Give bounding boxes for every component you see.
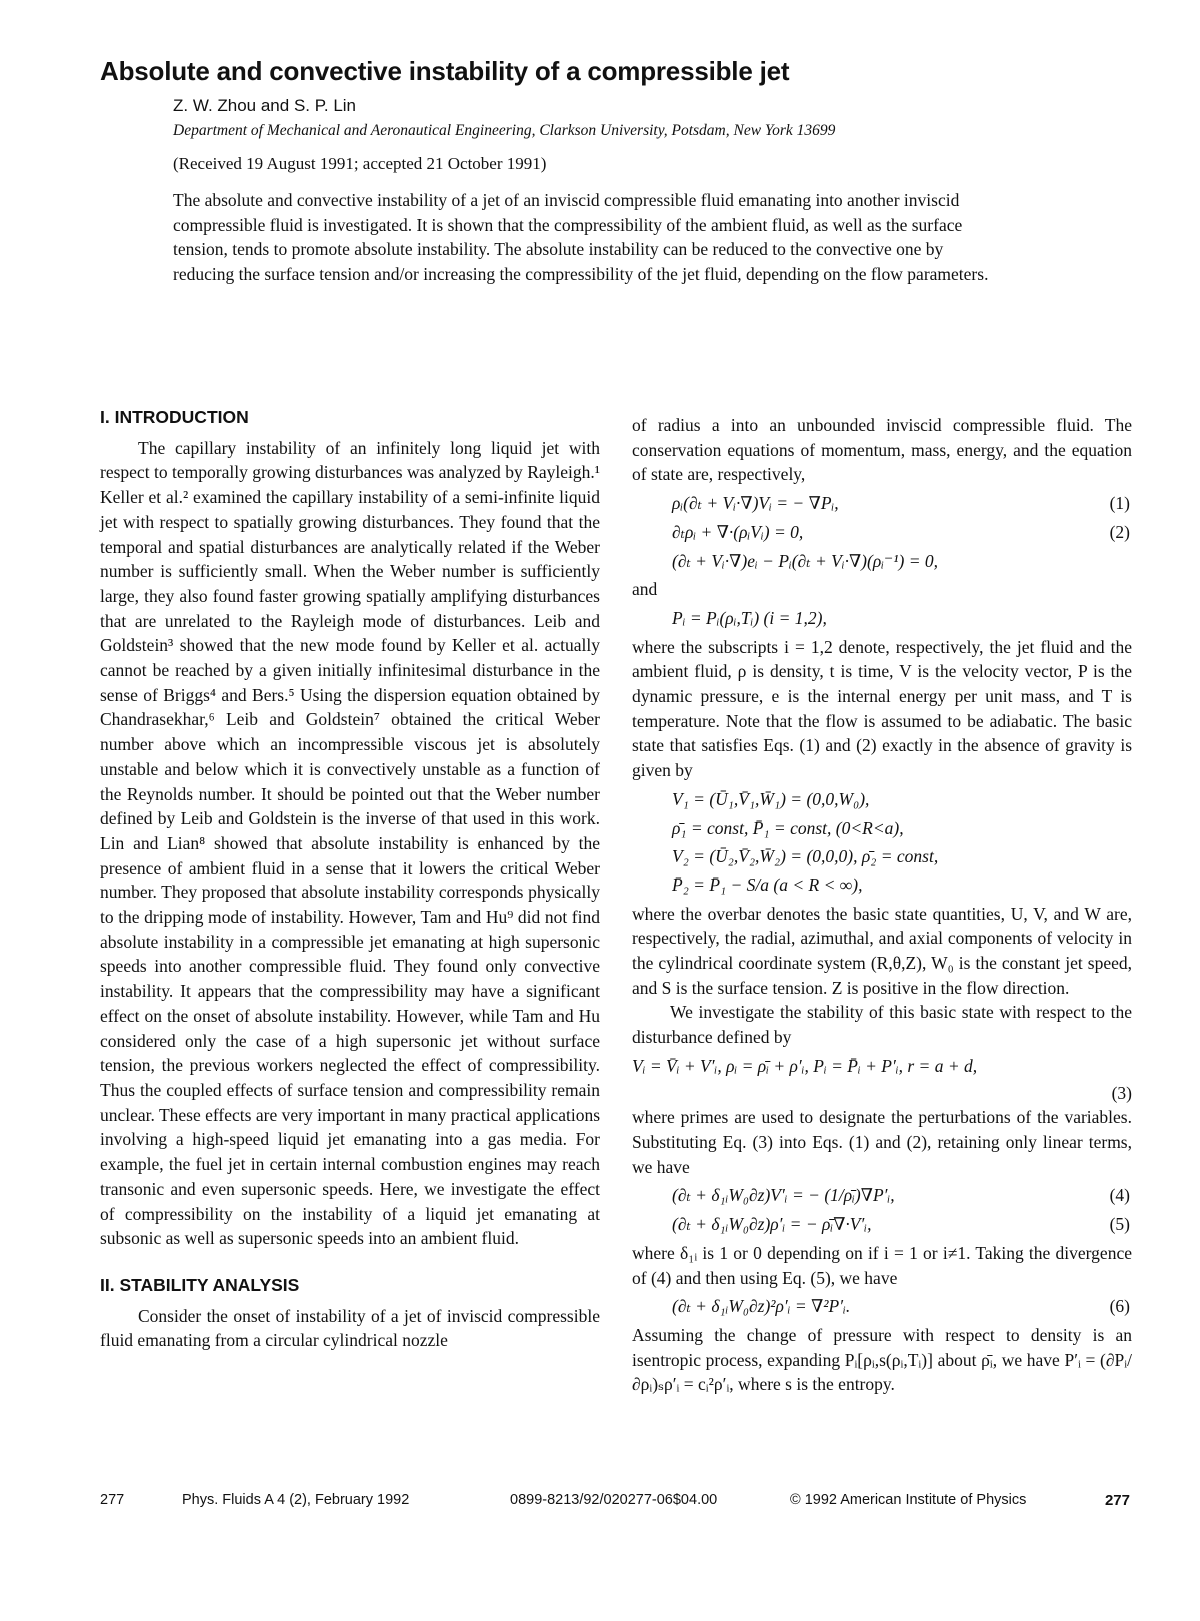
- basic-state-line: [632, 816, 1132, 841]
- equation-4: [632, 1183, 1132, 1208]
- equation-expression: (∂ₜ + Vᵢ·∇)eᵢ − Pᵢ(∂ₜ + Vᵢ·∇)(ρᵢ⁻¹) = 0,: [672, 550, 939, 571]
- equation-number: (3): [1111, 1082, 1132, 1103]
- equation-expression: Vᵢ = V̄ᵢ + V′ᵢ, ρᵢ = ρ̄ᵢ + ρ′ᵢ, Pᵢ = P̄ᵢ + P′ᵢ, r = a + d,: [632, 1055, 978, 1076]
- paper-title: Absolute and convective instability of a compressible jet: [100, 56, 790, 86]
- stability-analysis-paragraph: Consider the onset of instability of a jet of inviscid compressible fluid emanating from a circular cylindrical nozzle: [100, 1305, 600, 1351]
- equation-number: (5): [1109, 1214, 1130, 1235]
- equation-expression: V₂ = (Ū₂,V̄₂,W̄₂) = (0,0,0), ρ̄₂ = const,: [672, 846, 939, 867]
- equation-state: [632, 606, 1132, 631]
- paragraph: where δ₁ᵢ is 1 or 0 depending on if i = 1 or i≠1. Taking the divergence of (4) and then using Eq. (5), we have: [632, 1242, 1132, 1288]
- equation-energy: [632, 549, 1132, 574]
- equation-expression: ∂ₜρᵢ + ∇·(ρᵢVᵢ) = 0,: [672, 521, 804, 542]
- received-dates: (Received 19 August 1991; accepted 21 October 1991): [173, 154, 547, 173]
- introduction-paragraph: The capillary instability of an infinitely long liquid jet with respect to temporally growing disturbances was analyzed by Rayleigh.¹ Keller et al.² examined the capillary instability of a semi-infinite liquid jet with respect to spatially growing disturbances. They found that the temporal and spatial disturbances are analytically related if the Weber number is sufficiently small. When the Weber number is sufficiently large, they also found faster growing spatially amplifying disturbances that are unrelated to the Rayleigh mode of disturbances. Leib and Goldstein³ showed that the new mode found by Keller et al. actually cannot be reached by a given initially infinitesimal disturbance in the sense of Briggs⁴ and Bers.⁵ Using the dispersion equation obtained by Chandrasekhar,⁶ Leib and Goldstein⁷ obtained the critical Weber number above which an incompressible viscous jet is absolutely unstable and below which it is convectively unstable as a function of the Reynolds number. It should be pointed out that the Weber number defined by Leib and Goldstein is the inverse of that used in this work. Lin and Lian⁸ showed that absolute instability is enhanced by the presence of ambient fluid in a sense that it lowers the critical Weber number. They proposed that absolute instability corresponds physically to the dripping mode of instability. However, Tam and Hu⁹ did not find absolute instability in a compressible jet emanating at high supersonic speeds into another compressible fluid. They found only convective instability. It appears that the compressibility may have a significant effect on the onset of absolute instability. However, while Tam and Hu considered only the case of a high supersonic jet without surface tension, the previous workers neglected the effect of compressibility. Thus the coupled effects of surface tension and compressibility remain unclear. These effects are very important in many practical applications involving a high-speed liquid jet emanating into a gas media. For example, the fuel jet in certain internal combustion engines may reach transonic and even supersonic speeds. Here, we investigate the effect of compressibility on the instability of a liquid jet emanating at subsonic as well as supersonic speeds into an ambient fluid.: [100, 437, 600, 1249]
- copyright-notice: © 1992 American Institute of Physics: [790, 1492, 1027, 1508]
- equation-number: (4): [1109, 1185, 1130, 1206]
- journal-citation: Phys. Fluids A 4 (2), February 1992: [182, 1492, 410, 1508]
- equation-expression: ρᵢ(∂ₜ + Vᵢ·∇)Vᵢ = − ∇Pᵢ,: [672, 493, 839, 514]
- paragraph: where the overbar denotes the basic state quantities, U, V, and W are, respectively, the radial, azimuthal, and axial components of velocity in the cylindrical coordinate system (R,θ,Z), W₀ is the constant jet speed, and S is the surface tension. Z is positive in the flow direction.: [632, 903, 1132, 998]
- equation-expression: ρ̄₁ = const, P̄₁ = const, (0<R<a),: [672, 817, 904, 838]
- equation-number: (1): [1109, 493, 1130, 514]
- basic-state-line: [632, 844, 1132, 869]
- authors: Z. W. Zhou and S. P. Lin: [173, 96, 357, 115]
- page-number-right: 277: [1104, 1492, 1130, 1509]
- page-number-left: 277: [100, 1492, 125, 1508]
- paragraph: Assuming the change of pressure with respect to density is an isentropic process, expanding Pᵢ[ρᵢ,s(ρᵢ,Tᵢ)] about ρ̄ᵢ, we have P′ᵢ = (∂Pᵢ/∂ρᵢ)ₛρ′ᵢ = cᵢ²ρ′ᵢ, where s is the entropy.: [632, 1324, 1132, 1395]
- affiliation: Department of Mechanical and Aeronautical Engineering, Clarkson University, Potsdam, New York 13699: [173, 122, 836, 139]
- equation-6: [632, 1294, 1132, 1319]
- paragraph: where the subscripts i = 1,2 denote, respectively, the jet fluid and the ambient fluid, ρ is density, t is time, V is the velocity vector, P is the dynamic pressure, e is the internal energy per unit mass, and T is temperature. Note that the flow is assumed to be adiabatic. The basic state that satisfies Eqs. (1) and (2) exactly in the absence of gravity is given by: [632, 636, 1132, 781]
- paragraph: where primes are used to designate the perturbations of the variables. Substituting Eq. (3) into Eqs. (1) and (2), retaining only linear terms, we have: [632, 1107, 1132, 1177]
- abstract: The absolute and convective instability of a jet of an inviscid compressible fluid emanating into another inviscid compressible fluid is investigated. It is shown that the compressibility of the ambient fluid, as well as the surface tension, tends to promote absolute instability. The absolute instability can be reduced to the convective one by reducing the surface tension and/or increasing the compressibility of the jet fluid, depending on the flow parameters.: [173, 190, 989, 284]
- equation-1: [632, 491, 1132, 516]
- equation-expression: (∂ₜ + δ₁ᵢW₀∂z)²ρ′ᵢ = ∇²P′ᵢ.: [672, 1296, 851, 1317]
- basic-state-line: [632, 787, 1132, 812]
- equation-expression: P̄₂ = P̄₁ − S/a (a < R < ∞),: [672, 874, 863, 895]
- equation-expression: Pᵢ = Pᵢ(ρᵢ,Tᵢ) (i = 1,2),: [672, 607, 827, 628]
- equation-2: [632, 520, 1132, 545]
- equation-expression: V₁ = (Ū₁,V̄₁,W̄₁) = (0,0,W₀),: [672, 788, 870, 809]
- paragraph: of radius a into an unbounded inviscid compressible fluid. The conservation equations of momentum, mass, energy, and the equation of state are, respectively,: [632, 415, 1132, 485]
- equation-number: (6): [1109, 1296, 1130, 1317]
- right-column: [632, 413, 1132, 1397]
- article-code: 0899-8213/92/020277-06$04.00: [510, 1492, 718, 1508]
- equation-number: (2): [1109, 521, 1130, 542]
- equation-3: [632, 1054, 1132, 1079]
- equation-expression: (∂ₜ + δ₁ᵢW₀∂z)V′ᵢ = − (1/ρ̄ᵢ)∇P′ᵢ,: [672, 1185, 895, 1206]
- page-footer: [100, 1492, 1130, 1514]
- section-heading-stability-analysis: II. STABILITY ANALYSIS: [100, 1274, 300, 1295]
- paragraph: We investigate the stability of this basic state with respect to the disturbance defined by: [632, 1002, 1132, 1048]
- equation-expression: (∂ₜ + δ₁ᵢW₀∂z)ρ′ᵢ = − ρ̄ᵢ∇·V′ᵢ,: [672, 1214, 872, 1235]
- equation-5: [632, 1212, 1132, 1237]
- left-column: [100, 405, 600, 1353]
- paragraph: and: [632, 579, 658, 600]
- section-heading-introduction: I. INTRODUCTION: [100, 407, 249, 427]
- basic-state-line: [632, 873, 1132, 898]
